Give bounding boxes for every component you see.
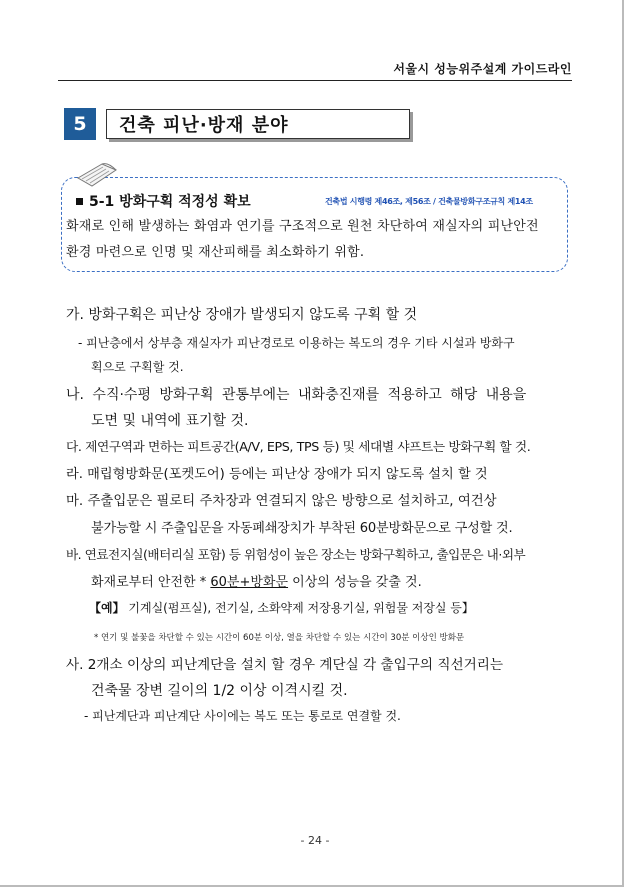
summary-heading-text: 5-1 방화구획 적정성 확보 — [89, 194, 251, 210]
item-ba: 바. 연료전지실(배터리실 포함) 등 위험성이 높은 장소는 방화구획하고, 출입문은 내·외부 — [66, 547, 526, 562]
item-ga: 가. 방화구획은 피난상 장애가 발생되지 않도록 구획 할 것 — [66, 307, 418, 323]
item-ma: 마. 주출입문은 필로티 주차장과 연결되지 않은 방향으로 설치하고, 여건상 — [66, 494, 497, 509]
item-ba-cont — [91, 571, 422, 590]
example-line — [89, 599, 474, 616]
item-sa-sub: - 피난계단과 피난계단 사이에는 복도 또는 통로로 연결할 것. — [84, 709, 401, 723]
fire-door-term: 60분+방화문 — [210, 575, 289, 590]
summary-heading — [76, 191, 251, 211]
summary-law-reference: 건축법 시행령 제46조, 제56조 / 건축물방화구조규칙 제14조 — [325, 197, 533, 206]
summary-description — [66, 214, 562, 266]
example-tag: 【예】 — [89, 601, 125, 615]
item-ba-cont-pre: 화재로부터 안전한 * — [91, 575, 211, 590]
example-text: 기계실(펌프실), 전기실, 소화약제 저장용기실, 위험물 저장실 등】 — [124, 601, 474, 615]
memo-icon — [72, 160, 120, 190]
item-ba-cont-post: 이상의 성능을 갖출 것. — [288, 575, 422, 590]
item-na: 나. 수직·수평 방화구획 관통부에는 내화충진재를 적용하고 해당 내용을 — [66, 387, 527, 403]
item-sa: 사. 2개소 이상의 피난계단을 설치 할 경우 계단실 각 출입구의 직선거리는 — [66, 657, 503, 673]
page-number: - 24 - — [300, 834, 330, 847]
header-divider — [58, 80, 572, 81]
section-title: 건축 피난·방재 분야 — [106, 109, 410, 139]
item-ma-cont: 불가능할 시 주출입문을 자동폐쇄장치가 부착된 60분방화문으로 구성할 것. — [91, 521, 513, 536]
summary-line: 환경 마련으로 인명 및 재산피해를 최소화하기 위함. — [66, 245, 365, 260]
item-sa-cont: 건축물 장변 길이의 1/2 이상 이격시킬 것. — [91, 683, 348, 699]
item-ga-sub: 획으로 구획할 것. — [91, 360, 184, 374]
section-heading — [64, 107, 410, 141]
document-header-title: 서울시 성능위주설계 가이드라인 — [393, 62, 572, 76]
section-number-badge: 5 — [64, 108, 96, 140]
summary-line: 화재로 인해 발생하는 화염과 연기를 구조적으로 원천 차단하여 재실자의 피난안전 — [66, 219, 539, 234]
item-ra: 라. 매립형방화문(포켓도어) 등에는 피난상 장애가 되지 않도록 설치 할 것 — [66, 467, 488, 482]
square-bullet-icon — [76, 198, 83, 205]
item-na-cont: 도면 및 내역에 표기할 것. — [91, 413, 249, 429]
item-da: 다. 제연구역과 면하는 피트공간(A/V, EPS, TPS 등) 및 세대별 샤프트는 방화구획 할 것. — [66, 439, 531, 454]
item-ga-sub: - 피난층에서 상부층 재실자가 피난경로로 이용하는 복도의 경우 기타 시설과 방화구 — [78, 336, 515, 350]
footnote: * 연기 및 불꽃을 차단할 수 있는 시간이 60분 이상, 열을 차단할 수 있는 시간이 30분 이상인 방화문 — [94, 633, 465, 643]
